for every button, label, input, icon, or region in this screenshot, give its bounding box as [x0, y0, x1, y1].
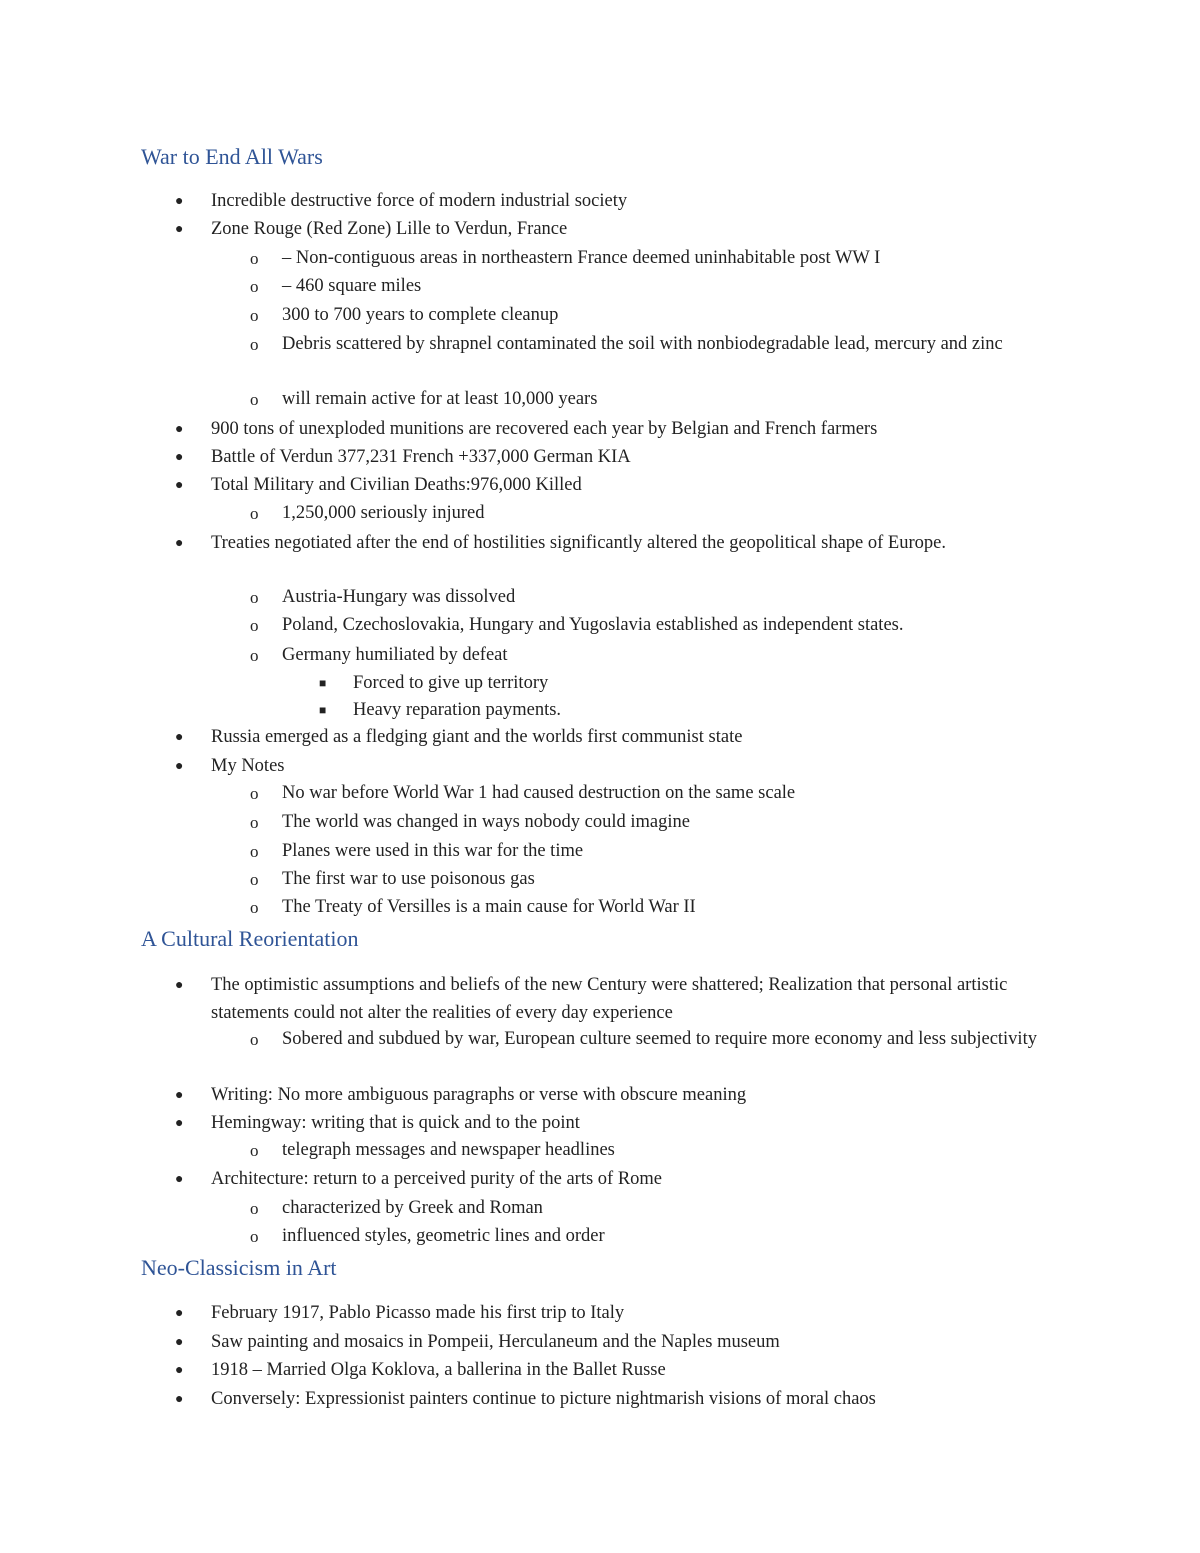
list-item-text: 1918 – Married Olga Koklova, a ballerina in the Ballet Russe [211, 1360, 666, 1380]
list-item [175, 530, 1011, 558]
list-item-text: 900 tons of unexploded munitions are recovered each year by Belgian and French farmers [211, 419, 878, 439]
list-item-text: February 1917, Pablo Picasso made his first trip to Italy [211, 1303, 625, 1323]
list-item [250, 1195, 1082, 1223]
list-item [250, 1223, 1082, 1251]
list-item [250, 500, 1082, 528]
list-item-text: The Treaty of Versilles is a main cause for World War II [282, 897, 696, 917]
list-item-text: Poland, Czechoslovakia, Hungary and Yugoslavia established as independent states. [282, 615, 904, 635]
list-item-text: Germany humiliated by defeat [282, 645, 508, 665]
section-heading: A Cultural Reorientation [141, 926, 359, 951]
list-item-text: Austria-Hungary was dissolved [282, 587, 516, 607]
list-item [250, 838, 1082, 866]
section-heading: War to End All Wars [141, 144, 323, 169]
bullet-square-icon: ■ [319, 703, 327, 717]
bullet-circle-icon: o [250, 842, 259, 861]
list-item-text: My Notes [211, 756, 285, 776]
list-item [175, 216, 1091, 244]
bullet-disc-icon: ● [175, 1392, 184, 1407]
list-item [250, 894, 1082, 922]
list-item [175, 753, 1091, 781]
list-item-text: will remain active for at least 10,000 years [282, 389, 598, 409]
bullet-disc-icon: ● [175, 1116, 184, 1131]
list-item [175, 1110, 1091, 1138]
list-item-text: The optimistic assumptions and beliefs of the new Century were shattered; Realization that personal artistic statements could not alter the realities of every day experience [211, 975, 1008, 1023]
bullet-disc-icon: ● [175, 1335, 184, 1350]
list-item-text: 300 to 700 years to complete cleanup [282, 305, 559, 325]
list-item-text: Architecture: return to a perceived purity of the arts of Rome [211, 1169, 663, 1189]
list-item-text: Writing: No more ambiguous paragraphs or verse with obscure meaning [211, 1085, 747, 1105]
list-item [250, 780, 1082, 808]
bullet-circle-icon: o [250, 784, 259, 803]
bullet-circle-icon: o [250, 504, 259, 523]
bullet-disc-icon: ● [175, 759, 184, 774]
list-item [250, 612, 1082, 640]
list-item [250, 642, 1082, 670]
bullet-disc-icon: ● [175, 222, 184, 237]
list-item-text: Heavy reparation payments. [353, 700, 562, 720]
list-item [175, 1166, 1091, 1194]
list-item [250, 331, 1062, 359]
list-item-text: influenced styles, geometric lines and order [282, 1226, 605, 1246]
list-item-text: Forced to give up territory [353, 673, 549, 693]
list-item-text: Hemingway: writing that is quick and to the point [211, 1113, 580, 1133]
list-item-text: characterized by Greek and Roman [282, 1198, 543, 1218]
bullet-circle-icon: o [250, 249, 259, 268]
list-item [250, 584, 1082, 612]
list-item-text: Sobered and subdued by war, European culture seemed to require more economy and less subjectivity [282, 1029, 1037, 1049]
bullet-disc-icon: ● [175, 1172, 184, 1187]
bullet-circle-icon: o [250, 277, 259, 296]
list-item [250, 302, 1082, 330]
list-item-text: Planes were used in this war for the time [282, 841, 584, 861]
list-item-text: Conversely: Expressionist painters continue to picture nightmarish visions of moral chaos [211, 1389, 876, 1409]
list-item [250, 1026, 1072, 1054]
list-item-text: Debris scattered by shrapnel contaminated the soil with nonbiodegradable lead, mercury and zinc [282, 334, 1003, 354]
bullet-circle-icon: o [250, 1141, 259, 1160]
list-item [175, 972, 1011, 1027]
list-item [175, 472, 1091, 500]
bullet-disc-icon: ● [175, 978, 184, 993]
list-item [319, 697, 1073, 725]
list-item-text: Russia emerged as a fledging giant and the worlds first communist state [211, 727, 743, 747]
bullet-circle-icon: o [250, 588, 259, 607]
list-item [175, 724, 1091, 752]
bullet-circle-icon: o [250, 813, 259, 832]
bullet-disc-icon: ● [175, 478, 184, 493]
list-item [175, 1386, 1091, 1414]
list-item-text: Saw painting and mosaics in Pompeii, Herculaneum and the Naples museum [211, 1332, 780, 1352]
bullet-disc-icon: ● [175, 730, 184, 745]
list-item [175, 188, 1091, 216]
list-item-text: Treaties negotiated after the end of hostilities significantly altered the geopolitical shape of Europe. [211, 533, 946, 553]
list-item-text: The first war to use poisonous gas [282, 869, 535, 889]
list-item-text: – 460 square miles [282, 276, 422, 296]
list-item [175, 1329, 1091, 1357]
list-item-text: Total Military and Civilian Deaths:976,000 Killed [211, 475, 582, 495]
bullet-disc-icon: ● [175, 536, 184, 551]
list-item-text: Incredible destructive force of modern industrial society [211, 191, 628, 211]
bullet-circle-icon: o [250, 898, 259, 917]
bullet-circle-icon: o [250, 616, 259, 635]
list-item [319, 670, 1073, 698]
list-item-text: Battle of Verdun 377,231 French +337,000 German KIA [211, 447, 631, 467]
list-item-text: telegraph messages and newspaper headlines [282, 1140, 615, 1160]
list-item-text: The world was changed in ways nobody could imagine [282, 812, 690, 832]
list-item [250, 866, 1082, 894]
bullet-disc-icon: ● [175, 1363, 184, 1378]
bullet-circle-icon: o [250, 646, 259, 665]
bullet-circle-icon: o [250, 306, 259, 325]
bullet-disc-icon: ● [175, 194, 184, 209]
section-heading: Neo-Classicism in Art [141, 1255, 337, 1280]
list-item-text: 1,250,000 seriously injured [282, 503, 485, 523]
list-item-text: Zone Rouge (Red Zone) Lille to Verdun, France [211, 219, 568, 239]
bullet-circle-icon: o [250, 390, 259, 409]
list-item [175, 444, 1091, 472]
bullet-disc-icon: ● [175, 450, 184, 465]
bullet-circle-icon: o [250, 1030, 259, 1049]
bullet-disc-icon: ● [175, 1088, 184, 1103]
list-item-text: – Non-contiguous areas in northeastern France deemed uninhabitable post WW I [282, 248, 881, 268]
bullet-circle-icon: o [250, 870, 259, 889]
bullet-circle-icon: o [250, 335, 259, 354]
list-item [175, 1357, 1091, 1385]
bullet-square-icon: ■ [319, 676, 327, 690]
list-item [250, 1137, 1082, 1165]
bullet-circle-icon: o [250, 1199, 259, 1218]
list-item [250, 386, 1082, 414]
list-item [175, 1082, 1091, 1110]
bullet-disc-icon: ● [175, 422, 184, 437]
bullet-circle-icon: o [250, 1227, 259, 1246]
list-item-text: No war before World War 1 had caused destruction on the same scale [282, 783, 796, 803]
list-item [250, 245, 1082, 273]
list-item [250, 809, 1082, 837]
list-item [175, 416, 1091, 444]
list-item [175, 1300, 1091, 1328]
list-item [250, 273, 1082, 301]
bullet-disc-icon: ● [175, 1306, 184, 1321]
